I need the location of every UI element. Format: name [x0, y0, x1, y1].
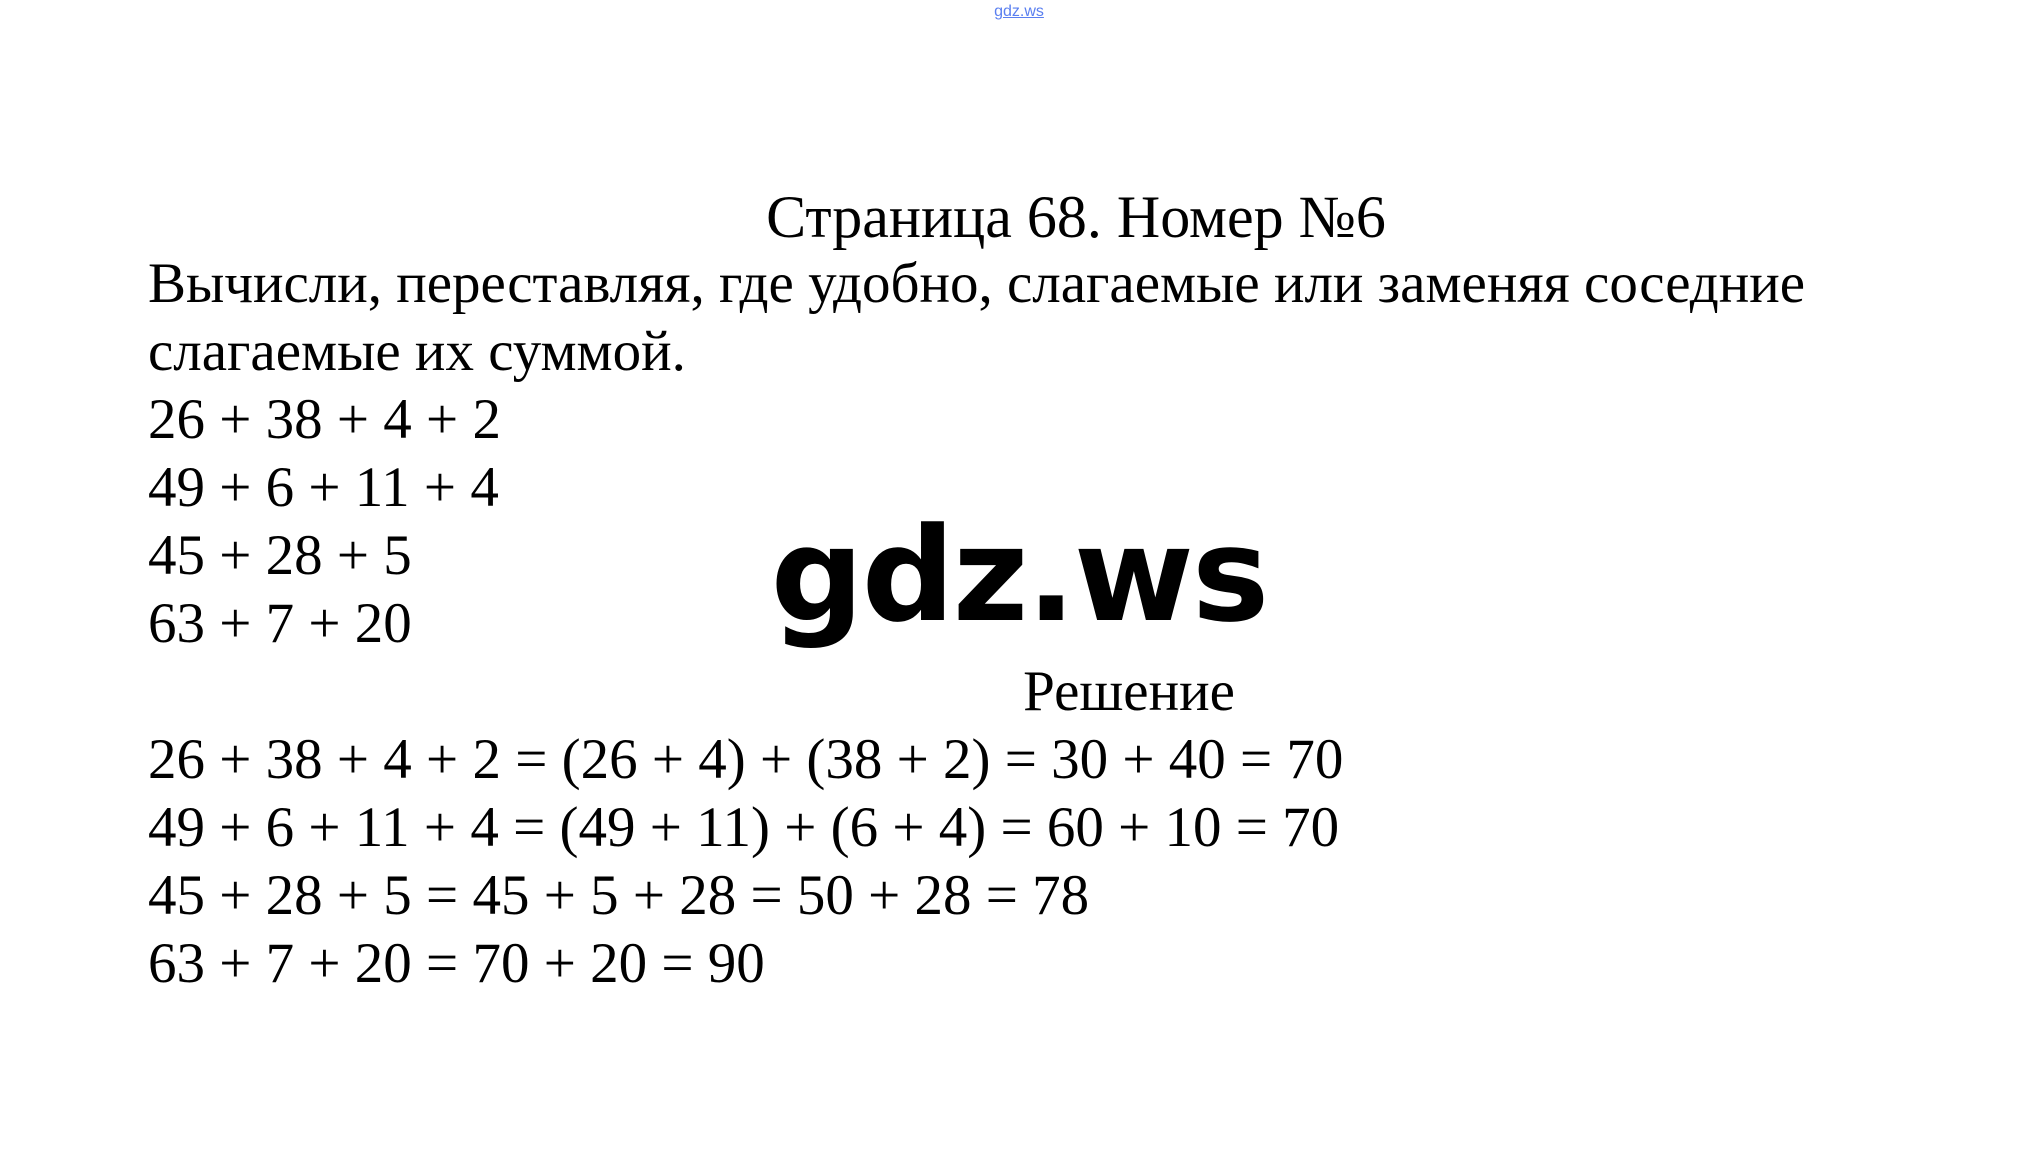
solution-heading: Решение	[1023, 660, 1235, 723]
problem-item: 49 + 6 + 11 + 4	[148, 456, 499, 519]
problem-item: 26 + 38 + 4 + 2	[148, 388, 501, 451]
solution-list	[148, 726, 1343, 998]
site-link[interactable]: gdz.ws	[994, 3, 1044, 20]
watermark-logo: gdz.ws	[770, 499, 1268, 651]
task-line-1: Вычисли, переставляя, где удобно, слагаемые или заменяя соседние	[148, 252, 1806, 315]
task-text	[148, 250, 1805, 386]
task-line-2: слагаемые их суммой.	[148, 320, 686, 383]
solution-item: 63 + 7 + 20 = 70 + 20 = 90	[148, 932, 765, 995]
problem-item: 63 + 7 + 20	[148, 592, 412, 655]
solution-item: 49 + 6 + 11 + 4 = (49 + 11) + (6 + 4) = 60 + 10 = 70	[148, 796, 1340, 859]
solution-item: 45 + 28 + 5 = 45 + 5 + 28 = 50 + 28 = 78	[148, 864, 1090, 927]
solution-item: 26 + 38 + 4 + 2 = (26 + 4) + (38 + 2) = 30 + 40 = 70	[148, 728, 1344, 791]
page-title: Страница 68. Номер №6	[766, 184, 1386, 250]
problem-item: 45 + 28 + 5	[148, 524, 412, 587]
